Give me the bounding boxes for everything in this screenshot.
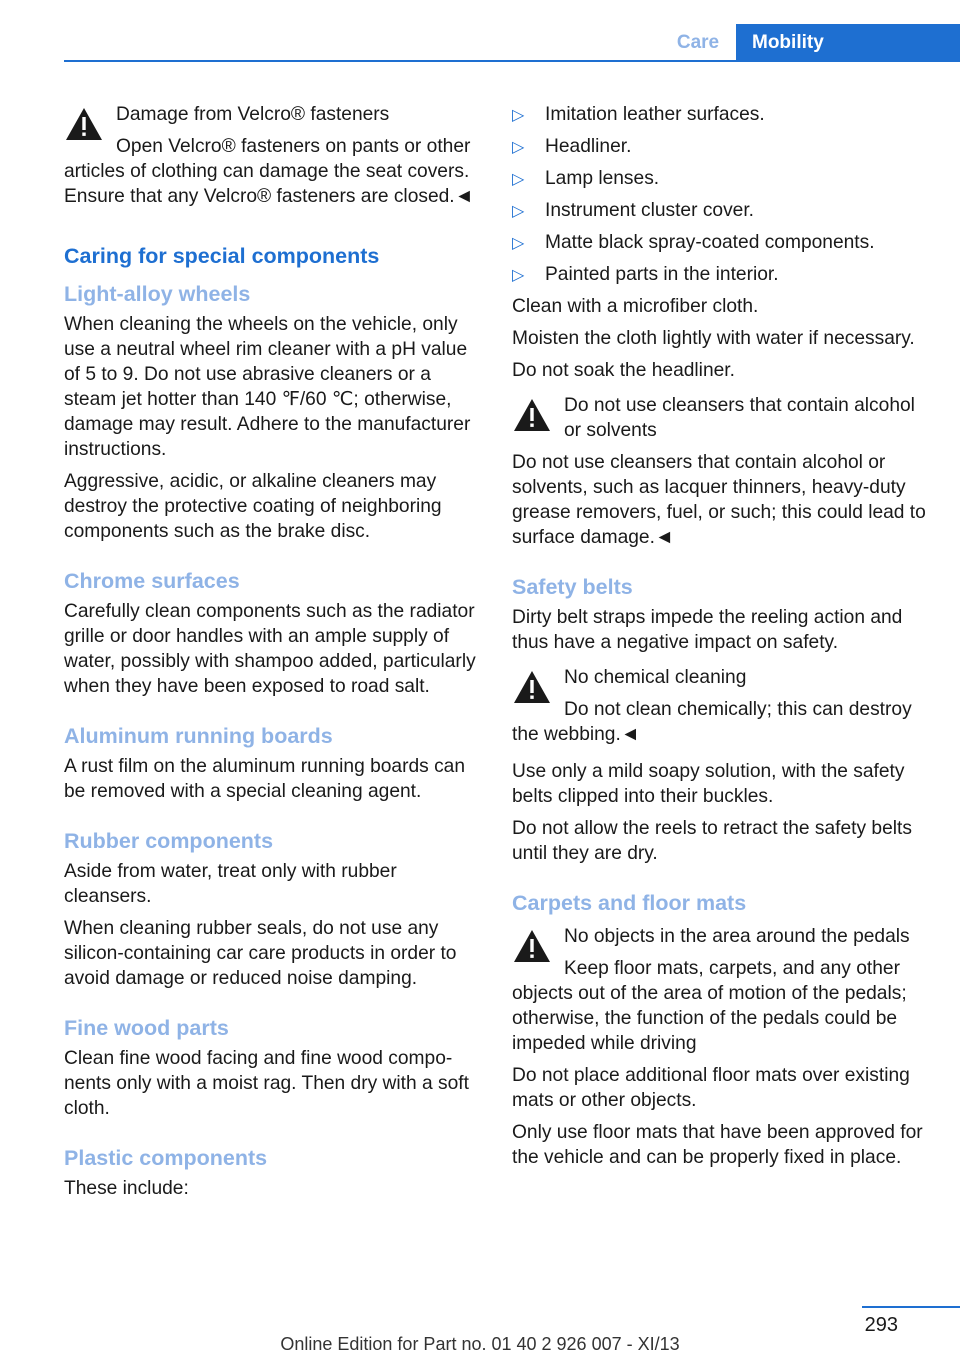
right-column xyxy=(512,102,932,1177)
heading-fine-wood-parts: Fine wood parts xyxy=(64,1016,229,1040)
heading-plastic-components: Plastic components xyxy=(64,1146,268,1170)
heading-rubber-components: Rubber components xyxy=(64,829,274,853)
warning-pedals xyxy=(512,924,932,1056)
heading-aluminum-running-boards: Aluminum running boards xyxy=(64,724,333,748)
warning-velcro xyxy=(64,102,478,209)
warning-title: Damage from Velcro® fasteners xyxy=(116,104,390,125)
heading-chrome-surfaces: Chrome surfaces xyxy=(64,569,240,593)
paragraph: Carefully clean components such as the radiator grille or door handles with an ample supply of water, possibly with shampoo added, particularly when they have been exposed to road salt. xyxy=(64,601,476,697)
paragraph: Clean fine wood facing and fine wood components only with a moist rag. Then dry with a soft cloth. xyxy=(64,1048,469,1119)
left-column xyxy=(64,102,478,1208)
heading-carpets-floor-mats: Carpets and floor mats xyxy=(512,891,747,915)
triangle-bullet-icon: ▷ xyxy=(512,267,525,284)
warning-body: Open Velcro® fasteners on pants or other articles of clothing can damage the seat covers. Ensure that any Velcro® fasteners are closed.◄ xyxy=(64,136,474,207)
list-item: ▷ Headliner. xyxy=(512,134,932,159)
heading-light-alloy-wheels: Light-alloy wheels xyxy=(64,282,251,306)
plastic-components-list xyxy=(512,102,932,287)
warning-title: No chemical cleaning xyxy=(564,667,747,688)
warning-title: Do not use cleansers that contain alcohol or solvents xyxy=(564,395,915,441)
paragraph: Clean with a microfiber cloth. xyxy=(512,296,759,317)
list-item: ▷ Painted parts in the interior. xyxy=(512,262,932,287)
tab-care[interactable]: Care xyxy=(676,32,720,53)
list-item: ▷ Instrument cluster cover. xyxy=(512,198,932,223)
triangle-bullet-icon: ▷ xyxy=(512,203,525,220)
paragraph: Do not soak the headliner. xyxy=(512,360,735,381)
paragraph: Do not allow the reels to retract the safety belts until they are dry. xyxy=(512,818,912,864)
list-item: ▷ Matte black spray-coated components. xyxy=(512,230,932,255)
triangle-bullet-icon: ▷ xyxy=(512,235,525,252)
paragraph: Aggressive, acidic, or alkaline cleaners may destroy the protective coating of neighboring components such as the brake disc. xyxy=(64,471,442,542)
list-item: ▷ Lamp lenses. xyxy=(512,166,932,191)
section-title: Caring for special components xyxy=(64,244,380,268)
warning-triangle-icon xyxy=(64,106,104,142)
page-number: 293 xyxy=(864,1314,898,1336)
warning-body: Do not clean chemically; this can destroy the webbing.◄ xyxy=(512,699,912,745)
paragraph: These include: xyxy=(64,1178,189,1199)
online-edition-note: Online Edition for Part no. 01 40 2 926 007 - XI/13 xyxy=(280,1334,680,1354)
triangle-bullet-icon: ▷ xyxy=(512,139,525,156)
tab-mobility[interactable]: Mobility xyxy=(736,24,960,62)
warning-title: No objects in the area around the pedals xyxy=(564,926,910,947)
heading-safety-belts: Safety belts xyxy=(512,575,633,599)
list-item: ▷ Imitation leather surfaces. xyxy=(512,102,932,127)
warning-triangle-icon xyxy=(512,669,552,705)
paragraph: A rust film on the aluminum running boards can be removed with a special cleaning agent. xyxy=(64,756,466,802)
triangle-bullet-icon: ▷ xyxy=(512,107,525,124)
warning-body: Do not use cleansers that contain alcohol or solvents, such as lacquer thinners, heavy-duty grease removers, fuel, or such; this could lead to surface damage.◄ xyxy=(512,452,926,548)
paragraph: Use only a mild soapy solution, with the safety belts clipped into their buckles. xyxy=(512,761,905,807)
warning-chemical-cleaning xyxy=(512,665,932,747)
header-rule xyxy=(64,60,960,62)
warning-body: Keep floor mats, carpets, and any other objects out of the area of motion of the pedals; otherwise, the function of the pedals could be impeded while driving xyxy=(512,958,907,1054)
footer-rule xyxy=(862,1306,960,1308)
warning-triangle-icon xyxy=(512,397,552,433)
paragraph: Do not place additional floor mats over existing mats or other objects. xyxy=(512,1065,910,1111)
paragraph: Only use floor mats that have been approved for the vehicle and can be properly fixed in place. xyxy=(512,1122,923,1168)
warning-triangle-icon xyxy=(512,928,552,964)
triangle-bullet-icon: ▷ xyxy=(512,171,525,188)
paragraph: When cleaning rubber seals, do not use any silicon-containing car care products in order to avoid damage or reduced noise damping. xyxy=(64,918,457,989)
paragraph: When cleaning the wheels on the vehicle, only use a neutral wheel rim cleaner with a pH value of 5 to 9. Do not use abrasive cleaners or a steam jet hotter than 140 ℉/60 ℃; otherwise, damage may result. Adhere to the manufacturer instructions. xyxy=(64,314,471,460)
warning-alcohol-solvents xyxy=(512,393,932,550)
paragraph: Dirty belt straps impede the reeling action and thus have a negative impact on safety. xyxy=(512,607,903,653)
paragraph: Moisten the cloth lightly with water if necessary. xyxy=(512,328,915,349)
paragraph: Aside from water, treat only with rubber cleansers. xyxy=(64,861,397,907)
